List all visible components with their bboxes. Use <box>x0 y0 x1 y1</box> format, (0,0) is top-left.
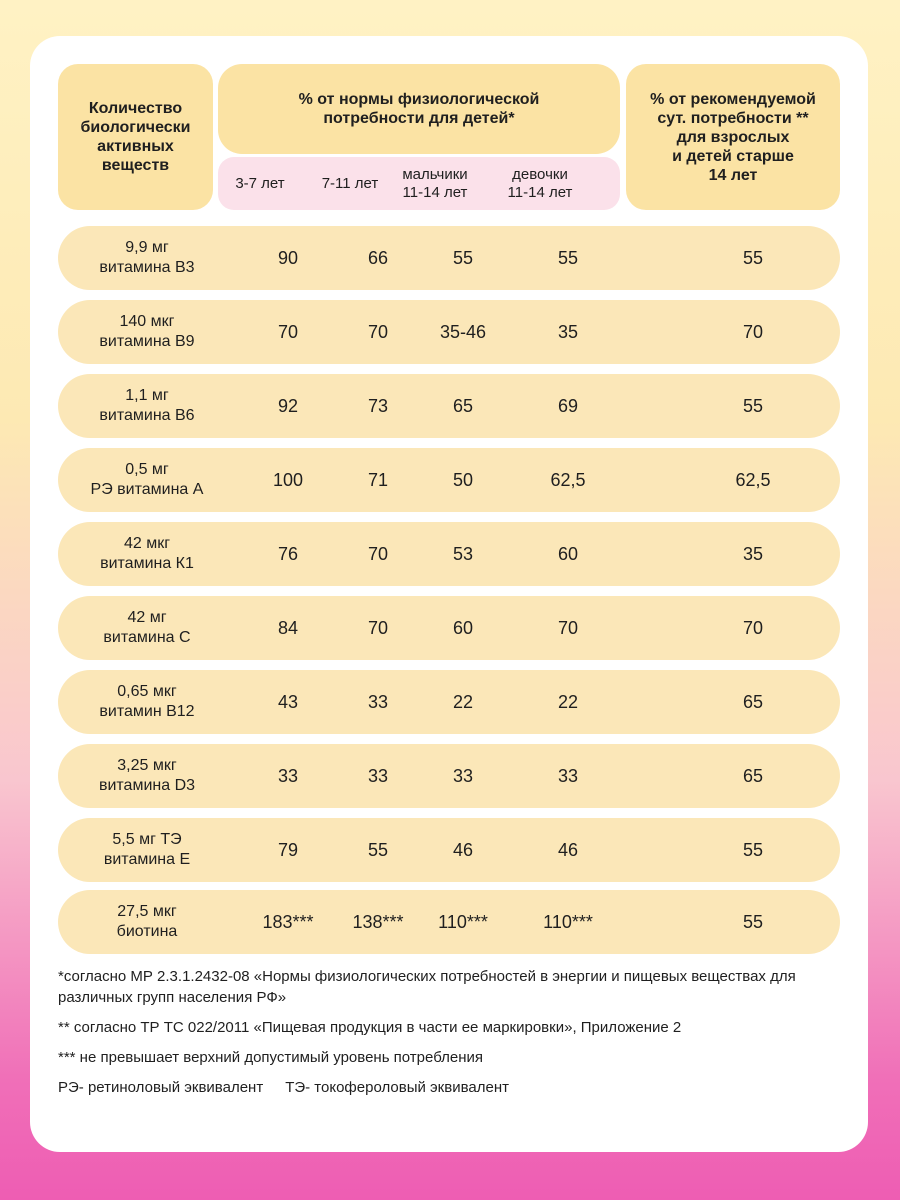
substance-name: 5,5 мг ТЭ витамина Е <box>103 831 191 868</box>
substance-name: 140 мкг витамина В9 <box>99 313 195 350</box>
value-3-7: 90 <box>277 247 299 268</box>
table-row <box>58 744 840 808</box>
value-adults: 55 <box>742 911 764 932</box>
value-boys-11-14: 35-46 <box>439 321 487 342</box>
value-7-11: 70 <box>367 543 389 564</box>
value-girls-11-14: 55 <box>557 247 579 268</box>
header-adults-cell <box>626 64 840 210</box>
value-girls-11-14: 69 <box>557 395 579 416</box>
value-3-7: 43 <box>277 691 299 712</box>
value-boys-11-14: 53 <box>452 543 474 564</box>
value-boys-11-14: 33 <box>452 765 474 786</box>
age-7-11-label: 7-11 лет <box>321 174 379 192</box>
value-7-11: 33 <box>367 765 389 786</box>
footnote-1: *согласно МР 2.3.1.2432-08 «Нормы физиологических потребностей в энергии и пищевых веществах для различных групп населения РФ» <box>58 968 796 1006</box>
header-children-cell <box>218 64 620 154</box>
value-7-11: 138*** <box>352 911 404 932</box>
value-adults: 35 <box>742 543 764 564</box>
substance-name: 0,5 мг РЭ витамина А <box>90 461 204 498</box>
value-girls-11-14: 35 <box>557 321 579 342</box>
substance-name: 0,65 мкг витамин В12 <box>99 683 195 720</box>
footnote-3: *** не превышает верхний допустимый уровень потребления <box>58 1049 483 1066</box>
age-boys-11-14-label: мальчики 11-14 лет <box>402 165 468 201</box>
abbr-te: ТЭ- токофероловый эквивалент <box>285 1079 509 1096</box>
header-children-label: % от нормы физиологической потребности для детей* <box>298 91 540 127</box>
value-adults: 62,5 <box>735 469 771 490</box>
substance-name: 42 мкг витамина К1 <box>100 535 194 572</box>
table-row <box>58 300 840 364</box>
substance-name: 3,25 мкг витамина D3 <box>98 757 196 794</box>
table-row <box>58 818 840 882</box>
substance-name: 9,9 мг витамина В3 <box>99 239 195 276</box>
value-boys-11-14: 55 <box>452 247 474 268</box>
age-girls-11-14-label: девочки 11-14 лет <box>507 165 573 201</box>
abbr-re: РЭ- ретиноловый эквивалент <box>58 1079 264 1096</box>
value-3-7: 79 <box>277 839 299 860</box>
table-row <box>58 522 840 586</box>
table-row <box>58 596 840 660</box>
table-row <box>58 374 840 438</box>
value-3-7: 92 <box>277 395 299 416</box>
value-girls-11-14: 46 <box>557 839 579 860</box>
value-adults: 55 <box>742 395 764 416</box>
header-adults-label: % от рекомендуемой сут. потребности ** для взрослых и детей старше 14 лет <box>650 90 816 184</box>
value-adults: 70 <box>742 617 764 638</box>
value-3-7: 33 <box>277 765 299 786</box>
header-substances-label: Количество биологически активных веществ <box>80 100 191 174</box>
value-boys-11-14: 60 <box>452 617 474 638</box>
table-row <box>58 448 840 512</box>
age-subheader <box>218 157 620 210</box>
value-7-11: 70 <box>367 321 389 342</box>
value-girls-11-14: 110*** <box>543 911 593 932</box>
value-adults: 55 <box>742 839 764 860</box>
abbreviations <box>58 1077 838 1098</box>
value-3-7: 100 <box>272 469 304 490</box>
table-row <box>58 890 840 954</box>
value-7-11: 55 <box>367 839 389 860</box>
value-adults: 55 <box>742 247 764 268</box>
footnote-2: ** согласно ТР ТС 022/2011 «Пищевая продукция в части ее маркировки», Приложение 2 <box>58 1019 682 1036</box>
value-girls-11-14: 70 <box>557 617 579 638</box>
value-3-7: 70 <box>277 321 299 342</box>
value-3-7: 76 <box>277 543 299 564</box>
substance-name: 42 мг витамина С <box>103 609 191 646</box>
value-girls-11-14: 62,5 <box>550 469 586 490</box>
value-3-7: 84 <box>277 617 299 638</box>
value-7-11: 70 <box>367 617 389 638</box>
value-boys-11-14: 65 <box>452 395 474 416</box>
substance-name: 1,1 мг витамина В6 <box>99 387 195 424</box>
table-row <box>58 226 840 290</box>
value-girls-11-14: 33 <box>557 765 579 786</box>
footnotes <box>58 966 838 1107</box>
value-boys-11-14: 110*** <box>438 911 488 932</box>
value-3-7: 183*** <box>262 911 314 932</box>
value-adults: 65 <box>742 691 764 712</box>
value-7-11: 33 <box>367 691 389 712</box>
value-adults: 65 <box>742 765 764 786</box>
age-3-7-label: 3-7 лет <box>235 174 285 192</box>
value-boys-11-14: 46 <box>452 839 474 860</box>
value-girls-11-14: 60 <box>557 543 579 564</box>
table-row <box>58 670 840 734</box>
value-7-11: 73 <box>367 395 389 416</box>
value-boys-11-14: 50 <box>452 469 474 490</box>
value-7-11: 71 <box>367 469 389 490</box>
substance-name: 27,5 мкг биотина <box>116 903 178 940</box>
header-substances-cell <box>58 64 213 210</box>
value-7-11: 66 <box>367 247 389 268</box>
value-boys-11-14: 22 <box>452 691 474 712</box>
value-adults: 70 <box>742 321 764 342</box>
value-girls-11-14: 22 <box>557 691 579 712</box>
